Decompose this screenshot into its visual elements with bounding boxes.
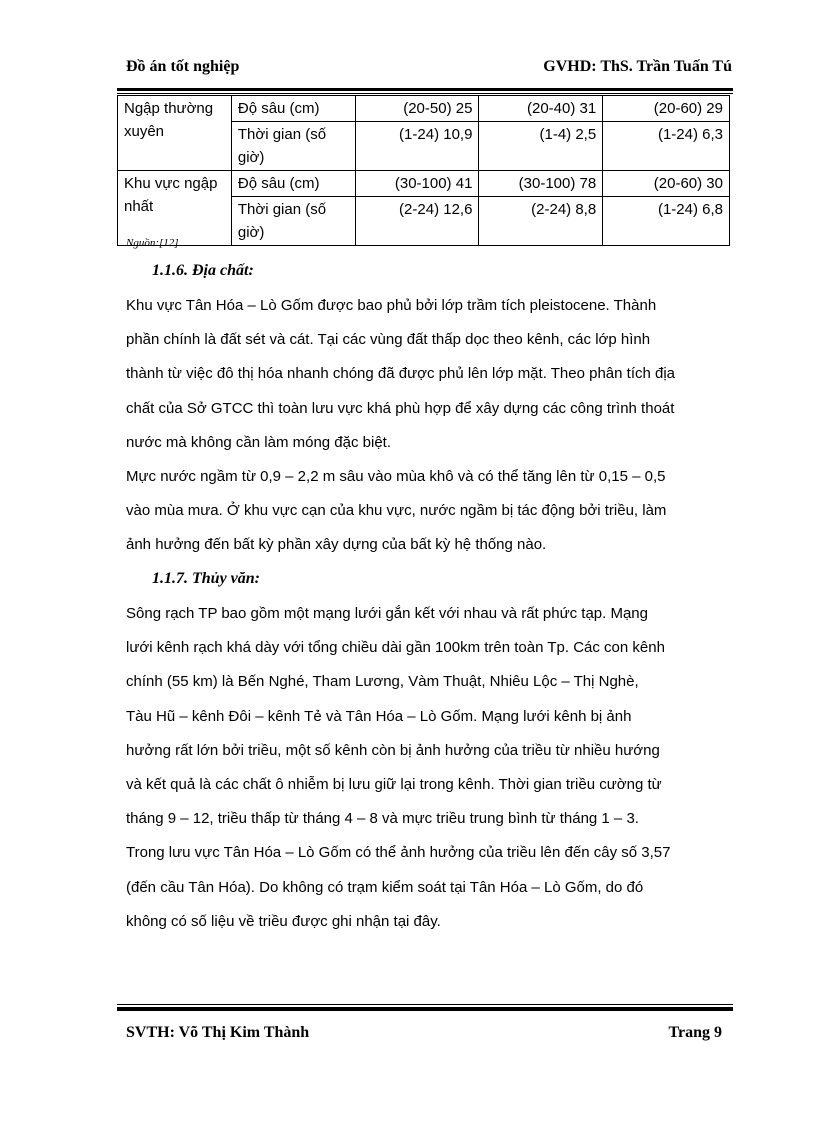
table-cell-value: (2-24) 8,8 (479, 197, 603, 246)
table-row (118, 171, 730, 197)
table-row (118, 96, 730, 122)
header-left-title: Đồ án tốt nghiệp (126, 58, 240, 75)
table-cell-area: Khu vực ngập nhất (118, 171, 232, 246)
footer-student: SVTH: Võ Thị Kim Thành (126, 1024, 310, 1041)
page-number: Trang 9 (668, 1024, 722, 1041)
flood-table (117, 95, 730, 246)
table-cell-value: (20-60) 29 (603, 96, 730, 122)
table-cell-value: (20-40) 31 (479, 96, 603, 122)
text-line: Trong lưu vực Tân Hóa – Lò Gốm có thể ảnh hưởng của triều lên đến cây số 3,57 (126, 844, 671, 862)
text-line: Mực nước ngầm từ 0,9 – 2,2 m sâu vào mùa khô và có thể tăng lên từ 0,15 – 0,5 (126, 468, 666, 485)
table-cell-value: (1-24) 6,3 (603, 122, 730, 171)
table-cell-area: Ngập thường xuyên (118, 96, 232, 171)
text-line: Sông rạch TP bao gồm một mạng lưới gắn kết với nhau và rất phức tạp. Mạng (126, 605, 648, 622)
text-line: phần chính là đất sét và cát. Tại các vùng đất thấp dọc theo kênh, các lớp hình (126, 331, 651, 349)
text-line: ảnh hưởng đến bất kỳ phần xây dựng của bất kỳ hệ thống nào. (126, 536, 547, 554)
table-cell-metric: Độ sâu (cm) (231, 96, 355, 122)
footer-rule-thin (117, 1004, 733, 1005)
table-cell-value: (30-100) 78 (479, 171, 603, 197)
table-cell-metric: Thời gian (số giờ) (231, 197, 355, 246)
text-line: và kết quả là các chất ô nhiễm bị lưu giữ lại trong kênh. Thời gian triều cường từ (126, 776, 662, 794)
text-line: thành từ việc đô thị hóa nhanh chóng đã được phủ lên lớp mặt. Theo phân tích địa (126, 365, 676, 383)
text-line: Khu vực Tân Hóa – Lò Gốm được bao phủ bởi lớp trầm tích pleistocene. Thành (126, 297, 657, 314)
header-rule-thin (117, 93, 733, 94)
heading-geology: 1.1.6. Địa chất: (152, 262, 254, 279)
text-line: (đến cầu Tân Hóa). Do không có trạm kiểm soát tại Tân Hóa – Lò Gốm, do đó (126, 878, 644, 896)
table-cell-metric: Thời gian (số giờ) (231, 122, 355, 171)
text-line: tháng 9 – 12, triều thấp từ tháng 4 – 8 và mực triều trung bình từ tháng 1 – 3. (126, 810, 639, 828)
table-cell-value: (1-24) 10,9 (355, 122, 479, 171)
footer-rule (117, 1007, 733, 1011)
text-line: không có số liệu về triều được ghi nhận tại đây. (126, 912, 441, 930)
text-line: hưởng rất lớn bởi triều, một số kênh còn bị ảnh hưởng của triều từ nhiều hướng (126, 741, 660, 759)
header-rule (117, 88, 733, 91)
text-line: chất của Sở GTCC thì toàn lưu vực khá phù hợp để xây dựng các công trình thoát (126, 399, 675, 417)
page-header (126, 58, 732, 84)
table-cell-value: (30-100) 41 (355, 171, 479, 197)
table-cell-value: (20-50) 25 (355, 96, 479, 122)
text-line: nước mà không cần làm móng đặc biệt. (126, 433, 392, 451)
text-line: lưới kênh rạch khá dày với tổng chiều dài gần 100km trên toàn Tp. Các con kênh (126, 639, 665, 657)
text-line: vào mùa mưa. Ở khu vực cạn của khu vực, nước ngầm bị tác động bởi triều, làm (126, 502, 667, 520)
table-cell-value: (1-24) 6,8 (603, 197, 730, 246)
table-cell-value: (2-24) 12,6 (355, 197, 479, 246)
table-cell-value: (20-60) 30 (603, 171, 730, 197)
text-line: Tàu Hũ – kênh Đôi – kênh Tẻ và Tân Hóa – Lò Gốm. Mạng lưới kênh bị ảnh (126, 707, 632, 725)
table-cell-value: (1-4) 2,5 (479, 122, 603, 171)
table-cell-metric: Độ sâu (cm) (231, 171, 355, 197)
text-line: chính (55 km) là Bến Nghé, Tham Lương, Vàm Thuật, Nhiêu Lộc – Thị Nghè, (126, 673, 639, 691)
heading-hydrology: 1.1.7. Thủy văn: (152, 570, 260, 587)
geology-paragraph-2 (126, 460, 736, 563)
table-source: Nguồn:[12] (126, 237, 179, 249)
hydrology-paragraph (126, 597, 736, 939)
geology-paragraph-1 (126, 289, 736, 460)
header-advisor: GVHD: ThS. Trần Tuấn Tú (543, 58, 732, 75)
